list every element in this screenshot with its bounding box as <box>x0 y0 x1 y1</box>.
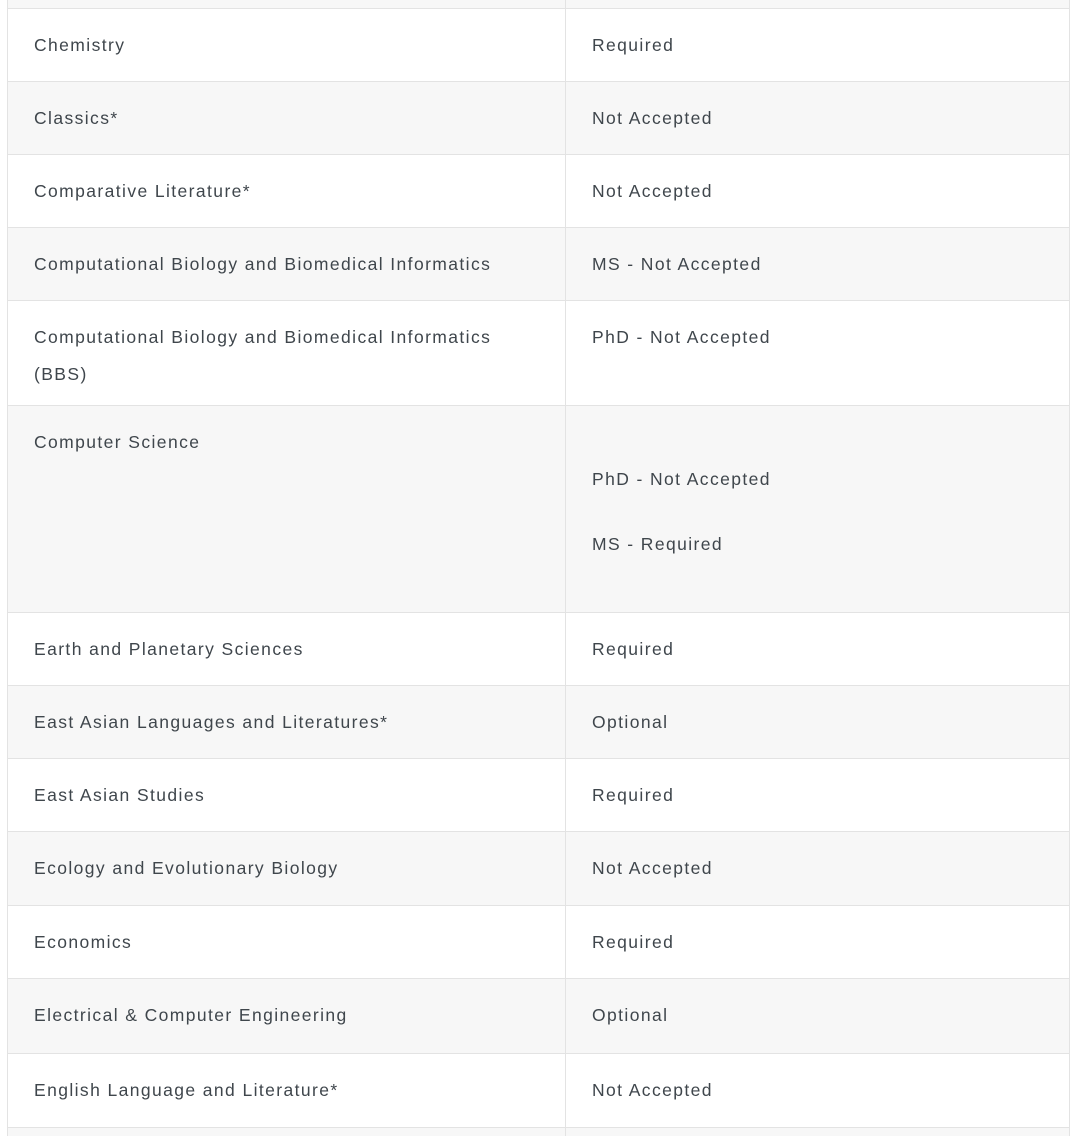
table-row <box>8 831 1069 905</box>
requirement-value: Optional <box>592 1005 669 1025</box>
requirement-cell <box>565 1054 1069 1127</box>
program-cell <box>8 979 565 1053</box>
requirement-value: Optional <box>592 712 669 732</box>
program-cell <box>8 82 565 154</box>
program-cell <box>8 906 565 978</box>
program-name: Chemistry <box>34 35 126 55</box>
program-cell <box>8 613 565 685</box>
requirement-cell <box>565 301 1069 405</box>
requirement-value: MS - Required <box>592 534 724 554</box>
program-cell <box>8 832 565 905</box>
requirement-cell <box>565 906 1069 978</box>
requirement-value: Required <box>592 639 675 659</box>
requirement-cell <box>565 613 1069 685</box>
table-row <box>8 8 1069 81</box>
program-name: Computer Science <box>34 432 201 452</box>
program-name: English Language and Literature* <box>34 1080 339 1100</box>
program-cell <box>8 759 565 831</box>
table-row <box>8 758 1069 831</box>
requirement-cell <box>565 82 1069 154</box>
requirement-value: Not Accepted <box>592 108 713 128</box>
requirement-cell <box>565 406 1069 612</box>
requirement-cell <box>565 759 1069 831</box>
program-name: Earth and Planetary Sciences <box>34 639 304 659</box>
requirement-value: Required <box>592 35 675 55</box>
requirement-cell <box>565 155 1069 227</box>
program-name: East Asian Studies <box>34 785 206 805</box>
program-name: Electrical & Computer Engineering <box>34 1005 348 1025</box>
program-name: Ecology and Evolutionary Biology <box>34 858 339 878</box>
table-row <box>8 300 1069 405</box>
program-cell <box>8 9 565 81</box>
table-row <box>8 685 1069 758</box>
program-name: Computational Biology and Biomedical Informatics (BBS) <box>34 327 492 384</box>
requirement-value: PhD - Not Accepted <box>592 327 771 347</box>
program-cell <box>8 406 565 612</box>
program-name: Computational Biology and Biomedical Informatics <box>34 254 492 274</box>
table-row-partial-top <box>8 0 1069 8</box>
requirement-cell <box>565 0 1069 8</box>
table-row-partial-bottom <box>8 1127 1069 1136</box>
program-cell <box>8 1128 565 1136</box>
program-name: Comparative Literature* <box>34 181 252 201</box>
program-cell <box>8 0 565 8</box>
table-row <box>8 905 1069 978</box>
program-name: Classics* <box>34 108 119 128</box>
requirement-value: Not Accepted <box>592 1080 713 1100</box>
requirement-cell <box>565 1128 1069 1136</box>
requirement-value: MS - Not Accepted <box>592 254 762 274</box>
table-row <box>8 81 1069 154</box>
table-row <box>8 1053 1069 1127</box>
requirement-value: Not Accepted <box>592 858 713 878</box>
requirement-value: Required <box>592 785 675 805</box>
program-cell <box>8 1054 565 1127</box>
table-row <box>8 227 1069 300</box>
program-cell <box>8 228 565 300</box>
table-row <box>8 154 1069 227</box>
requirement-cell <box>565 228 1069 300</box>
table-row <box>8 978 1069 1053</box>
requirement-value: Not Accepted <box>592 181 713 201</box>
requirement-value: Required <box>592 932 675 952</box>
requirement-cell <box>565 686 1069 758</box>
gre-requirements-table <box>7 0 1070 1136</box>
requirement-cell <box>565 979 1069 1053</box>
program-cell <box>8 301 565 405</box>
program-name: East Asian Languages and Literatures* <box>34 712 389 732</box>
program-cell <box>8 686 565 758</box>
table-row <box>8 612 1069 685</box>
table-row <box>8 405 1069 612</box>
program-cell <box>8 155 565 227</box>
requirement-cell <box>565 832 1069 905</box>
requirement-value: PhD - Not Accepted <box>592 469 771 489</box>
requirement-cell <box>565 9 1069 81</box>
program-name: Economics <box>34 932 133 952</box>
